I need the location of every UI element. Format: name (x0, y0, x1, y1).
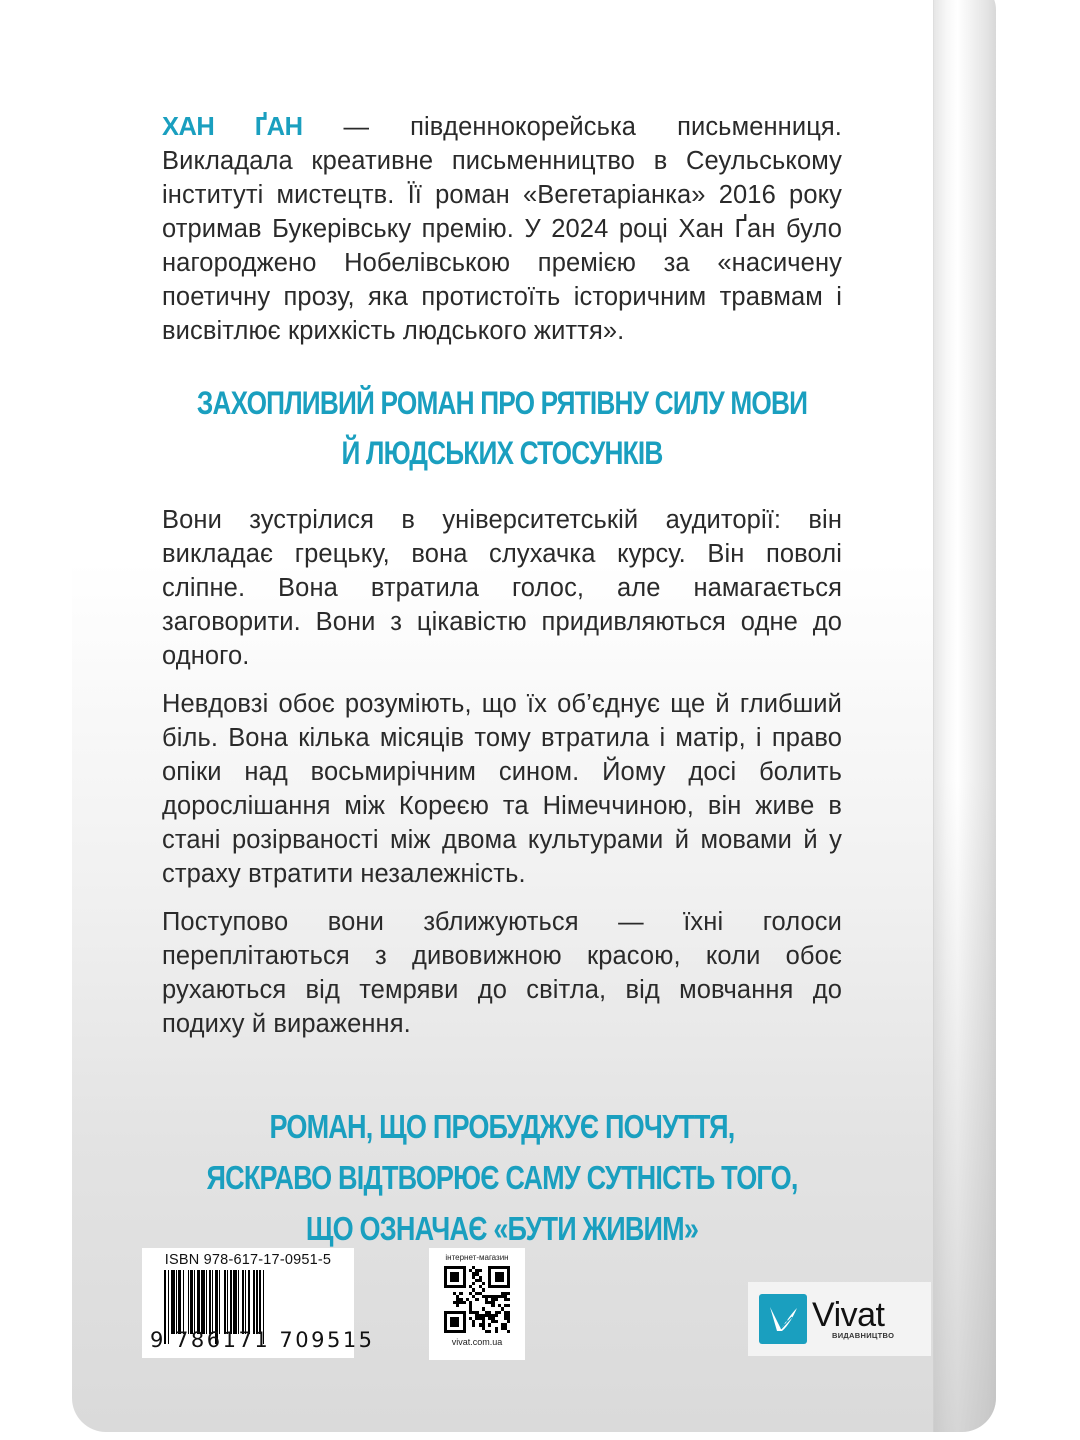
publisher-name: Vivat (812, 1295, 885, 1334)
isbn-label: ISBN 978-617-17-0951-5 (164, 1252, 332, 1268)
book-back-cover (72, 0, 996, 1432)
headline-closing-line-3: ЩО ОЗНАЧАЄ «БУТИ ЖИВИМ» (305, 1210, 699, 1247)
qr-code-icon (444, 1266, 511, 1333)
headline-tagline-line-2: Й ЛЮДСЬКИХ СТОСУНКІВ (341, 435, 663, 471)
qr-url: vivat.com.ua (451, 1336, 503, 1347)
author-bio-text: — південнокорейська письменниця. Викладала креативне письменництво в Сеульському інституті мистецтв. Її роман «Вегетаріанка» 2016 року отримав Букерівську премію. У 2024 році Хан Ґан було нагороджено Нобелівською премією за «насичену поетичну прозу, яка протистоїть історичним травмам і висвітлює крихкість людського життя». (162, 113, 842, 345)
qr-code-block (429, 1248, 525, 1360)
barcode-digits: 9 786171 709515 (150, 1328, 375, 1352)
feather-logo-icon (759, 1294, 807, 1344)
headline-closing-line-2: ЯСКРАВО ВІДТВОРЮЄ САМУ СУТНІСТЬ ТОГО, (206, 1159, 798, 1196)
isbn-barcode (142, 1248, 375, 1358)
headline-closing (174, 1101, 830, 1254)
headline-closing-line-1: РОМАН, ЩО ПРОБУДЖУЄ ПОЧУТТЯ, (269, 1108, 735, 1145)
headline-tagline-line-1: ЗАХОПЛИВИЙ РОМАН ПРО РЯТІВНУ СИЛУ МОВИ (196, 385, 808, 421)
author-bio (162, 110, 842, 348)
blurb-paragraph-3: Поступово вони зближуються — їхні голоси переплітаються з дивовижною красою, коли обоє рухаються від темряви до світла, від мовчання до подиху й вираження. (162, 908, 842, 1038)
publisher-subtitle: ВИДАВНИЦТВО (832, 1330, 895, 1340)
blurb-paragraph-1: Вони зустрілися в університетській аудиторії: він викладає грецьку, вона слухачка курсу. Він поволі сліпне. Вона втратила голос, але намагається заговорити. Вони з цікавістю придивляються одне до одного. (162, 506, 842, 670)
author-name: ХАН ҐАН (162, 113, 303, 141)
barcode-icon (150, 1270, 346, 1334)
qr-caption: інтернет-магазин (445, 1253, 509, 1262)
headline-tagline (174, 378, 830, 478)
cover-text (162, 110, 842, 1254)
blurb-paragraph-2: Невдовзі обоє розуміють, що їх об’єднує ще й глибший біль. Вона кілька місяців тому втратила і матір, і право опіки над восьмирічним сином. Йому досі болить дорослішання між Кореєю та Німеччиною, він живе в стані розірваності між двома культурами й мовами й у страху втратити незалежність. (162, 690, 842, 888)
book-spine (934, 0, 996, 1432)
publisher-logo (748, 1282, 931, 1356)
